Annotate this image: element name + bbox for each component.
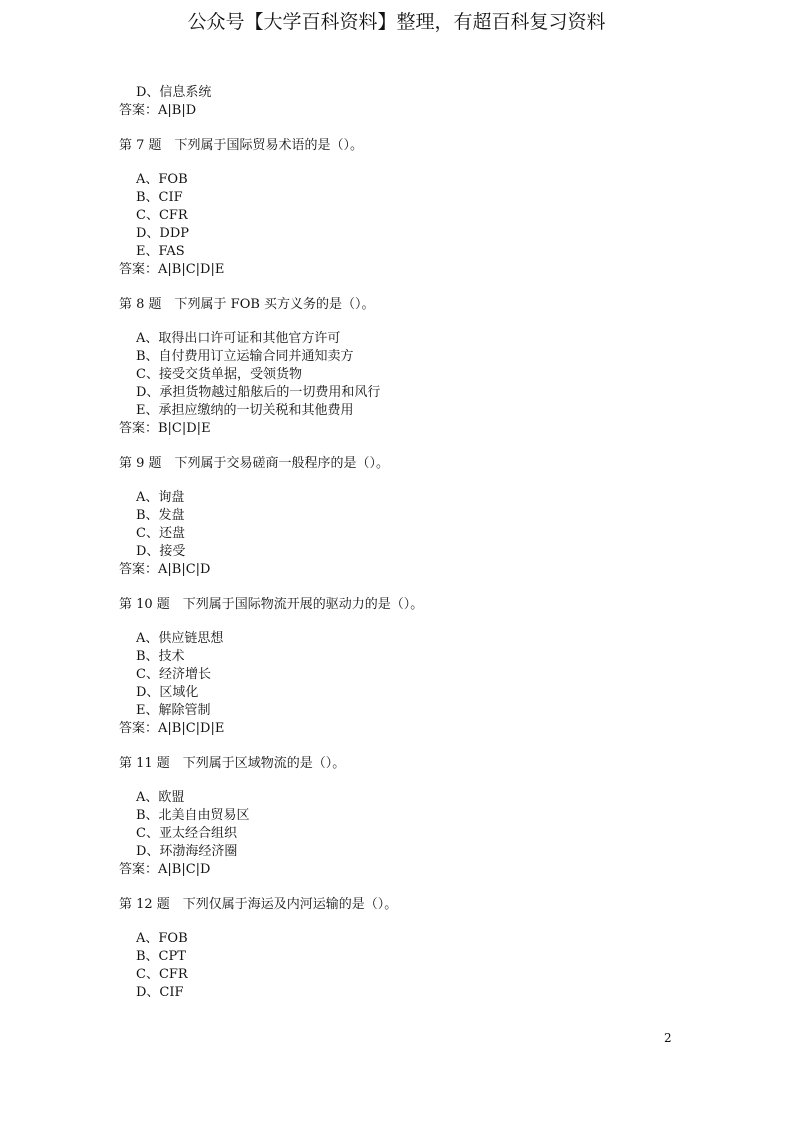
answer: 答案：A|B|C|D [119,562,211,577]
page-number: 2 [664,1031,672,1045]
option: E、解除管制 [136,703,211,718]
option: C、CFR [136,967,188,982]
option: D、区域化 [136,685,199,700]
option: D、环渤海经济圈 [136,844,238,859]
option: D、接受 [136,544,186,559]
option: A、欧盟 [136,790,185,805]
option: B、技术 [136,649,185,664]
page-header: 公众号【大学百科资料】整理，有超百科复习资料 [187,11,606,33]
option: B、CIF [136,190,183,205]
question-title: 第 10 题 下列属于国际物流开展的驱动力的是（）。 [119,597,424,612]
question-title: 第 12 题 下列仅属于海运及内河运输的是（）。 [119,897,398,912]
option: E、承担应缴纳的一切关税和其他费用 [136,403,354,418]
option: E、FAS [136,244,185,259]
answer: 答案：A|B|C|D|E [119,262,225,277]
answer: 答案：A|B|D [119,103,197,118]
option: A、取得出口许可证和其他官方许可 [136,331,341,346]
option: D、承担货物越过船舷后的一切费用和风行 [136,385,381,400]
question-title: 第 8 题 下列属于 FOB 买方义务的是（）。 [119,297,375,312]
option: C、亚太经合组织 [136,826,237,841]
option: B、自付费用订立运输合同并通知卖方 [136,349,354,364]
question-title: 第 7 题 下列属于国际贸易术语的是（）。 [119,138,364,153]
option: C、还盘 [136,526,185,541]
option: B、北美自由贸易区 [136,808,250,823]
question-list [119,84,719,1002]
option: B、CPT [136,949,186,964]
question-title: 第 9 题 下列属于交易磋商一般程序的是（）。 [119,456,390,471]
option: A、供应链思想 [136,631,224,646]
answer: 答案：A|B|C|D [119,862,211,877]
option: D、信息系统 [136,85,212,100]
option: C、CFR [136,208,188,223]
answer: 答案：A|B|C|D|E [119,721,225,736]
option: D、DDP [136,226,190,241]
option: C、接受交货单据，受领货物 [136,367,302,382]
option: A、FOB [136,931,188,946]
option: D、CIF [136,985,184,1000]
option: B、发盘 [136,508,185,523]
option: A、询盘 [136,490,185,505]
option: A、FOB [136,172,188,187]
question-title: 第 11 题 下列属于区域物流的是（）。 [119,756,346,771]
option: C、经济增长 [136,667,211,682]
answer: 答案：B|C|D|E [119,421,211,436]
